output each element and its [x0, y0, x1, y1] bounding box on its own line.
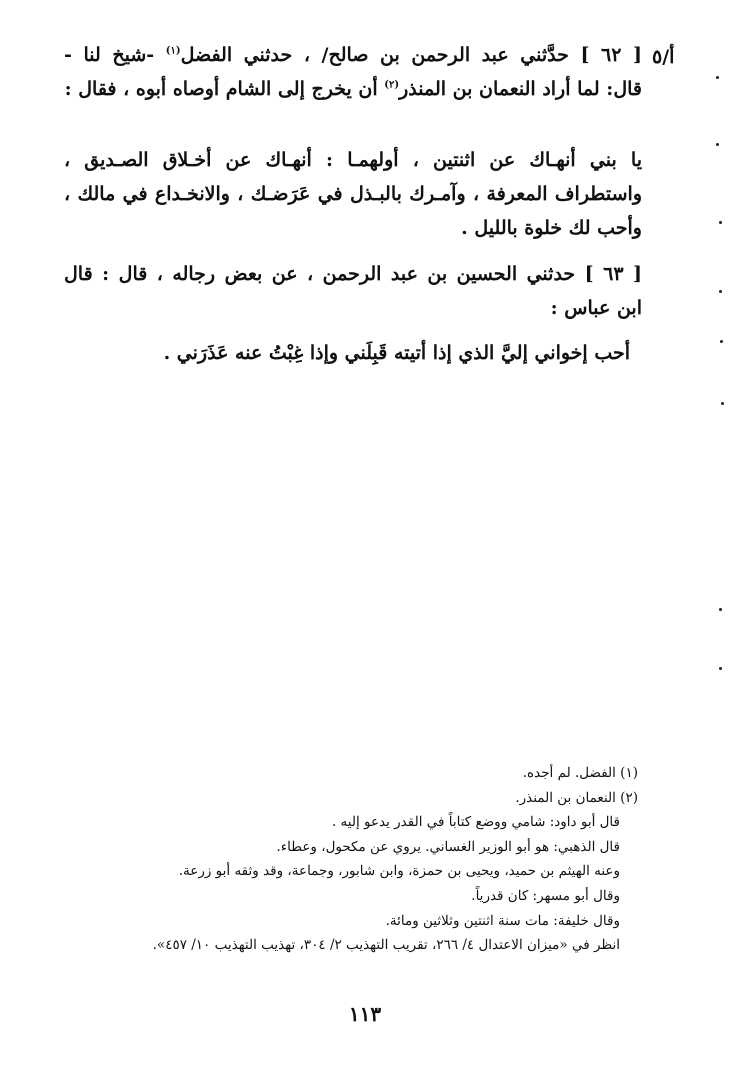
report-62-text-d: أن يخرج إلى الشام أوصاه أبوه ، فقال : — [64, 78, 385, 100]
margin-dot — [719, 221, 722, 224]
margin-dot — [719, 608, 722, 611]
report-62-text-c: قال: لما أراد النعمان بن المنذر — [399, 78, 642, 100]
footnote-2-detail: وقال خليفة: مات سنة اثنتين وثلاثين ومائة. — [385, 912, 620, 929]
report-62-text-a: [ ٦٢ ] حدَّثني عبد الرحمن بن صالح/ ، حدثني الفضل — [180, 44, 642, 66]
margin-dot — [721, 402, 724, 405]
footnote-2-detail: وقال أبو مسهر: كان قدرياً. — [471, 887, 620, 904]
margin-dot — [716, 76, 719, 79]
report-62-text-b: -شيخ لنا - — [64, 44, 166, 66]
report-62-line-2 — [64, 72, 642, 106]
footnote-2-detail: وعنه الهيثم بن حميد، ويحيى بن حمزة، وابن شابور، وجماعة، وقد وثقه أبو زرعة. — [178, 863, 620, 880]
report-63-line-2: ابن عباس : — [550, 297, 642, 319]
report-63 — [64, 257, 642, 325]
footnote-ref-2[interactable]: (٢) — [384, 79, 400, 91]
quote-line-1: أحب إخواني إليَّ الذي إذا أتيته قَبِلَني وإذا غِبْتُ عنه عَذَرَني . — [163, 342, 630, 364]
margin-dot — [716, 143, 719, 146]
footnote-2: (٢) النعمان بن المنذر. — [515, 789, 638, 806]
report-63-line-1: [ ٦٣ ] حدثني الحسين بن عبد الرحمن ، عن بعض رجاله ، قال : قال — [64, 263, 642, 285]
margin-dot — [719, 667, 722, 670]
ibn-abbas-quote — [64, 336, 642, 370]
report-62 — [64, 38, 642, 106]
page-number: ١١٣ — [348, 1002, 382, 1026]
footnotes-section — [95, 761, 638, 958]
footnote-2-sources: انظر في «ميزان الاعتدال ٤/ ٢٦٦، تقريب التهذيب ٢/ ٣٠٤، تهذيب التهذيب ١٠/ ٤٥٧». — [152, 937, 620, 954]
footnote-ref-1[interactable]: (١) — [165, 45, 181, 57]
advice-line-3: وأحب لك خلوة بالليل . — [461, 217, 642, 239]
report-62-line-1 — [64, 38, 642, 72]
advice-line-2: واستطراف المعرفة ، وآمـرك بالبـذل في عَرَضـك ، والانخـداع في مالك ، — [64, 183, 642, 205]
manuscript-folio-marker: أ/٥ — [652, 46, 675, 68]
advice-paragraph — [64, 143, 642, 245]
footnote-2-detail: قال أبو داود: شامي ووضع كتاباً في القدر يدعو إليه . — [331, 814, 620, 831]
footnote-1: (١) الفضل. لم أجده. — [522, 765, 638, 781]
advice-line-1: يا بني أنهـاك عن اثنتين ، أولهمـا : أنهـاك عن أخـلاق الصـديق ، — [64, 149, 642, 171]
margin-dot — [719, 290, 722, 293]
footnote-2-detail: قال الذهبي: هو أبو الوزير الغساني. يروي عن مكحول، وعطاء. — [276, 838, 620, 855]
margin-dot — [720, 340, 723, 343]
